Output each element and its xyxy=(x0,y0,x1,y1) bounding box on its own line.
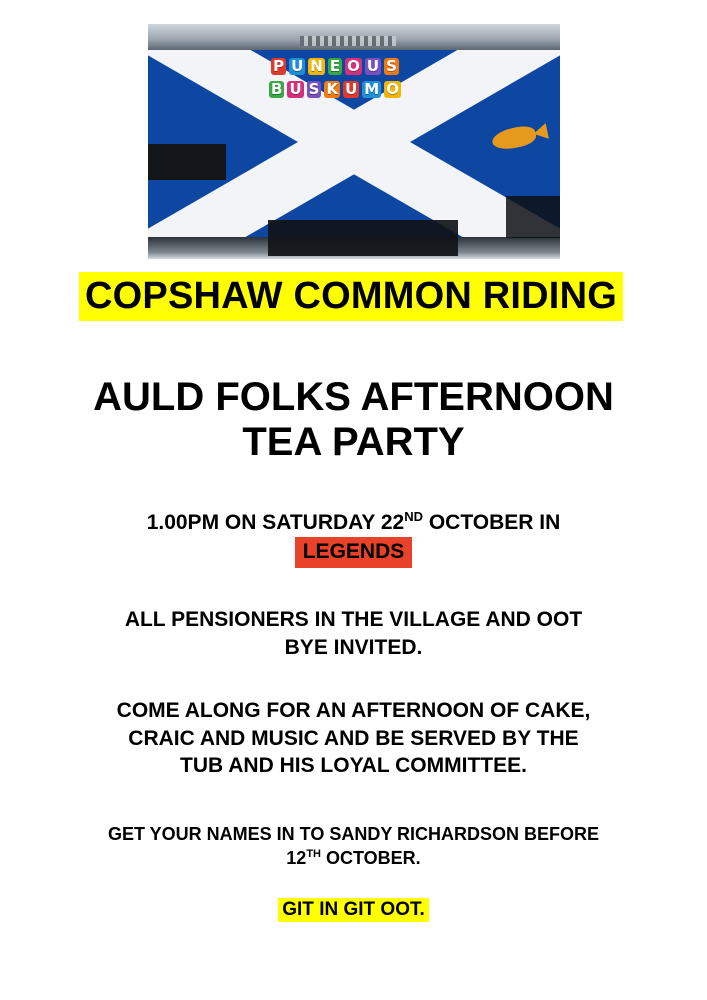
bunting-letter: O xyxy=(347,57,360,75)
rsvp-deadline-month: OCTOBER. xyxy=(321,847,421,868)
bunting-letter: S xyxy=(308,80,320,98)
footer-slogan xyxy=(50,898,657,922)
date-time-line xyxy=(50,508,657,537)
bunting-letter: P xyxy=(273,57,285,75)
bunting-letter: N xyxy=(310,57,323,75)
bunting-letter: K xyxy=(326,80,339,98)
bunting-letter: U xyxy=(345,80,358,98)
rsvp-paragraph xyxy=(50,823,657,871)
invitation-line-1: ALL PENSIONERS IN THE VILLAGE AND OOT xyxy=(124,608,583,631)
photo-sticker-strip xyxy=(300,36,396,46)
headline xyxy=(50,375,657,465)
details-line-1: COME ALONG FOR AN AFTERNOON OF CAKE, xyxy=(116,699,591,722)
bunting-letter: M xyxy=(364,80,380,98)
rsvp-line-2 xyxy=(50,847,657,871)
photo-dark-patch-left xyxy=(148,144,226,180)
venue-line xyxy=(50,537,657,567)
footer-slogan-text: GIT IN GIT OOT. xyxy=(278,898,429,922)
rsvp-line-1: GET YOUR NAMES IN TO SANDY RICHARDSON BEFORE xyxy=(107,824,600,844)
bunting-letter: U xyxy=(289,80,302,98)
event-title-text: COPSHAW COMMON RIDING xyxy=(79,272,623,321)
rsvp-deadline-ordinal: TH xyxy=(306,847,321,860)
date-ordinal: ND xyxy=(404,509,424,524)
bunting-letter: O xyxy=(386,80,399,98)
bunting-letter: S xyxy=(386,57,397,75)
bunting-row-2 xyxy=(240,81,430,98)
invitation-paragraph xyxy=(50,606,657,661)
date-time-tail: OCTOBER IN xyxy=(423,511,561,534)
bunting-letters xyxy=(240,58,430,98)
invitation-line-2: BYE INVITED. xyxy=(284,635,423,659)
bunting-letter: B xyxy=(271,80,283,98)
venue-name: LEGENDS xyxy=(295,537,413,567)
details-line-3: TUB AND HIS LOYAL COMMITTEE. xyxy=(180,754,527,778)
event-title xyxy=(44,272,658,321)
bunting-row-1 xyxy=(240,58,430,75)
details-line-2: CRAIC AND MUSIC AND BE SERVED BY THE xyxy=(128,726,579,750)
rsvp-deadline-day: 12 xyxy=(286,847,307,868)
date-time-text: 1.00PM ON SATURDAY 22 xyxy=(146,511,405,534)
bunting-letter: U xyxy=(366,57,380,75)
headline-line-2: TEA PARTY xyxy=(242,419,465,464)
photo-dark-patch-right xyxy=(506,196,560,238)
details-paragraph xyxy=(50,697,657,780)
date-time-venue xyxy=(50,508,657,568)
bunting-letter: E xyxy=(329,57,341,75)
headline-line-1: AULD FOLKS AFTERNOON xyxy=(93,375,614,419)
saltire-flag-photo xyxy=(148,24,560,259)
photo-dark-patch-center xyxy=(268,220,458,256)
bunting-letter: U xyxy=(291,57,304,75)
